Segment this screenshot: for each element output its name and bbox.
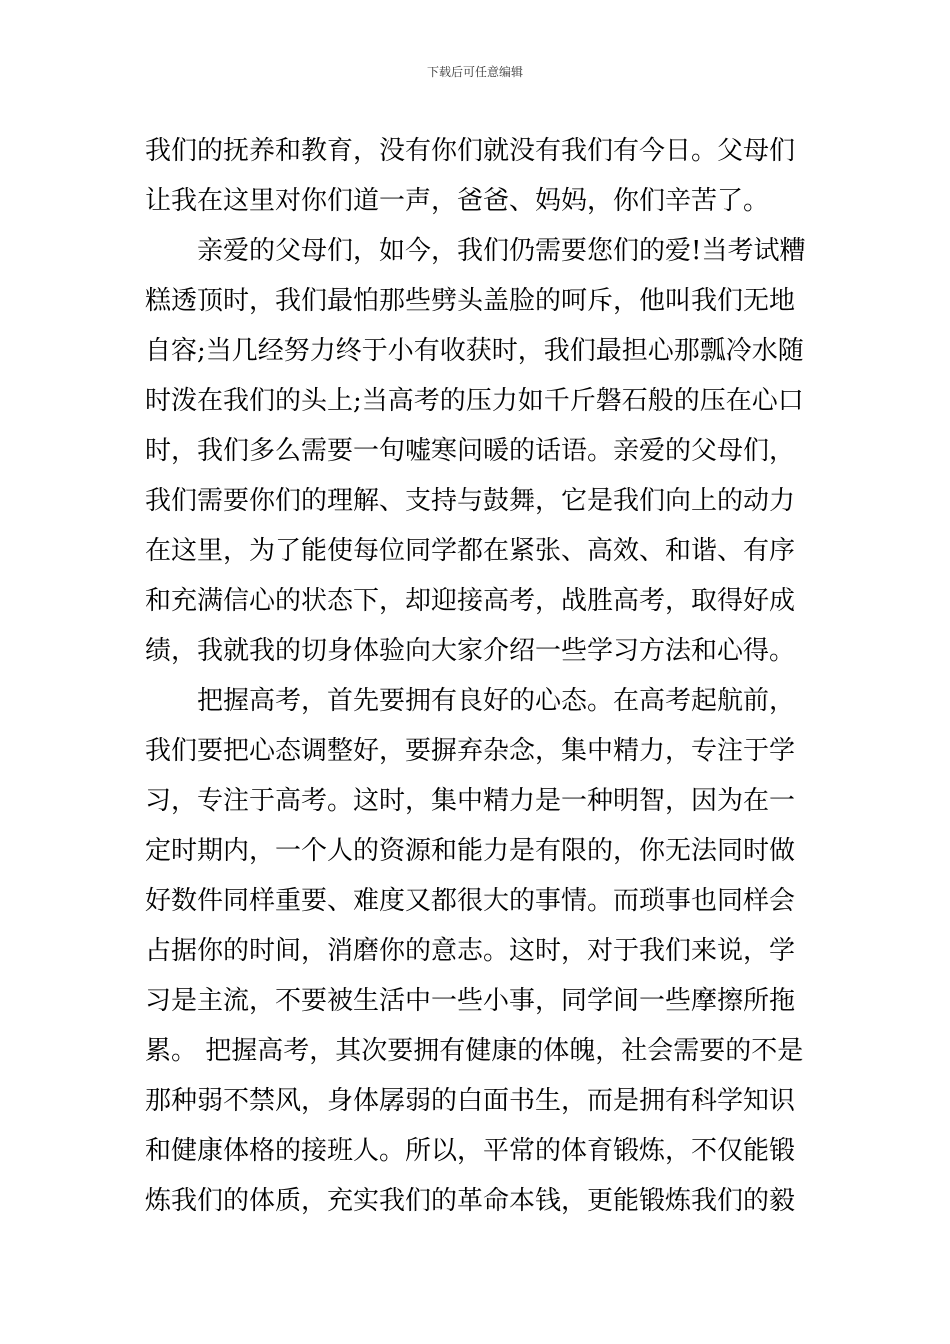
text-line: 把握高考，首先要拥有良好的心态。在高考起航前， [145, 686, 796, 716]
page-header: 下载后可任意编辑 [426, 65, 523, 79]
text-line: 好数件同样重要、难度又都很大的事情。而琐事也同样会 [145, 886, 796, 916]
text-line: 糕透顶时，我们最怕那些劈头盖脸的呵斥，他叫我们无地 [145, 286, 796, 316]
text-line: 在这里，为了能使每位同学都在紧张、高效、和谐、有序 [145, 536, 796, 566]
text-line: 我们需要你们的理解、支持与鼓舞，它是我们向上的动力 [145, 486, 796, 516]
text-line: 和健康体格的接班人。所以，平常的体育锻炼，不仅能锻 [145, 1136, 796, 1166]
text-line: 占据你的时间，消磨你的意志。这时，对于我们来说，学 [145, 936, 796, 966]
text-line: 自容;当几经努力终于小有收获时，我们最担心那瓢冷水随 [145, 336, 804, 366]
text-line: 炼我们的体质，充实我们的革命本钱，更能锻炼我们的毅 [145, 1186, 796, 1216]
text-line: 那种弱不禁风，身体孱弱的白面书生，而是拥有科学知识 [145, 1086, 796, 1116]
document-body [145, 126, 810, 1226]
text-line: 绩，我就我的切身体验向大家介绍一些学习方法和心得。 [145, 636, 796, 666]
text-line: 时泼在我们的头上;当高考的压力如千斤磐石般的压在心口 [145, 386, 804, 416]
text-line: 定时期内，一个人的资源和能力是有限的，你无法同时做 [145, 836, 796, 866]
text-line: 时，我们多么需要一句嘘寒问暖的话语。亲爱的父母们， [145, 436, 796, 466]
text-line: 我们要把心态调整好，要摒弃杂念，集中精力，专注于学 [145, 736, 796, 766]
text-line: 让我在这里对你们道一声，爸爸、妈妈，你们辛苦了。 [145, 186, 770, 216]
text-line: 习是主流，不要被生活中一些小事，同学间一些摩擦所拖 [145, 986, 796, 1016]
text-line: 和充满信心的状态下，却迎接高考，战胜高考，取得好成 [145, 586, 796, 616]
text-line: 我们的抚养和教育，没有你们就没有我们有今日。父母们 [145, 136, 796, 166]
text-line: 亲爱的父母们，如今，我们仍需要您们的爱!当考试糟 [145, 236, 806, 266]
text-line: 累。 把握高考，其次要拥有健康的体魄，社会需要的不是 [145, 1036, 804, 1066]
text-line: 习，专注于高考。这时，集中精力是一种明智，因为在一 [145, 786, 796, 816]
